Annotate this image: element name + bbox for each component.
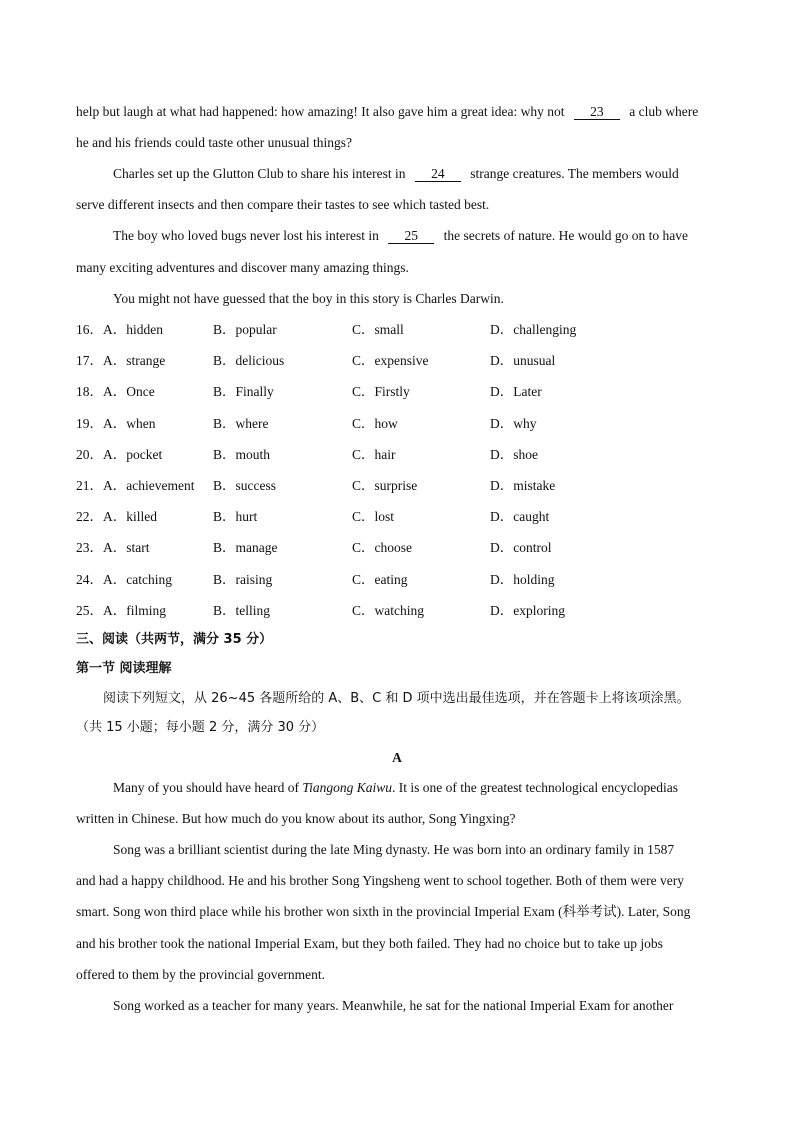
question-number: 25． (76, 603, 103, 618)
option-b: B．manage (213, 540, 278, 555)
option-c: C．choose (352, 540, 412, 555)
option-b: B．success (213, 478, 276, 493)
option-c: C．small (352, 322, 404, 337)
text-span: Many of you should have heard of (113, 780, 299, 795)
option-a: A．filming (103, 603, 166, 618)
question-number: 17． (76, 353, 103, 368)
option-c: C．expensive (352, 353, 429, 368)
option-b: B．where (213, 416, 269, 431)
passage-line: many exciting adventures and discover many amazing things. (76, 260, 409, 275)
passage-line: and his brother took the national Imperial Exam, but they both failed. They had no choice but to take up jobs (76, 936, 663, 951)
option-b: B．mouth (213, 447, 271, 462)
question-number: 16． (76, 322, 103, 337)
passage-line: smart. Song won third place while his brother won sixth in the provincial Imperial Exam (科举考试). Later, Song (76, 904, 691, 919)
option-d: D．why (490, 416, 537, 431)
instruction-line: （共 15 小题；每小题 2 分，满分 30 分） (76, 720, 325, 735)
option-b: B．raising (213, 572, 273, 587)
option-b: B．delicious (213, 353, 285, 368)
question-number: 18． (76, 384, 103, 399)
option-c: C．eating (352, 572, 408, 587)
question-number: 23． (76, 540, 103, 555)
question-row (76, 570, 718, 590)
option-b: B．hurt (213, 509, 258, 524)
option-b: B．telling (213, 603, 270, 618)
blank-24: 24 (415, 167, 461, 182)
instruction-line: 阅读下列短文，从 26~45 各题所给的 A、B、C 和 D 项中选出最佳选项，并在答题卡上将该项涂黑。 (103, 691, 690, 706)
text-span: strange creatures. The members would (470, 166, 679, 181)
question-number: 21． (76, 478, 103, 493)
text-span: Charles set up the Glutton Club to share his interest in (113, 166, 406, 181)
question-number: 20． (76, 447, 103, 462)
option-c: C．hair (352, 447, 396, 462)
option-a: A．catching (103, 572, 172, 587)
option-d: D．control (490, 540, 552, 555)
option-d: D．holding (490, 572, 555, 587)
option-b: B．popular (213, 322, 277, 337)
option-a: A．pocket (103, 447, 163, 462)
book-title: Tiangong Kaiwu (302, 780, 392, 795)
option-b: B．Finally (213, 384, 274, 399)
passage-line: offered to them by the provincial government. (76, 967, 326, 982)
question-row (76, 351, 718, 371)
passage-line: and had a happy childhood. He and his brother Song Yingsheng went to school together. Both of them were very (76, 873, 685, 888)
passage-line: he and his friends could taste other unusual things? (76, 135, 352, 150)
text-span: The boy who loved bugs never lost his interest in (113, 228, 379, 243)
text-span: the secrets of nature. He would go on to have (443, 228, 689, 243)
option-a: A．Once (103, 384, 155, 399)
question-row (76, 414, 718, 434)
option-c: C．how (352, 416, 398, 431)
question-number: 24． (76, 572, 103, 587)
question-row (76, 538, 718, 558)
passage-line (76, 226, 718, 246)
passage-line (76, 102, 718, 122)
passage-line: Song was a brilliant scientist during the late Ming dynasty. He was born into an ordinary family in 1587 (113, 842, 675, 857)
question-number: 22． (76, 509, 103, 524)
option-d: D．challenging (490, 322, 577, 337)
question-number: 19． (76, 416, 103, 431)
option-a: A．strange (103, 353, 166, 368)
passage-line: serve different insects and then compare their tastes to see which tasted best. (76, 197, 490, 212)
option-a: A．killed (103, 509, 157, 524)
passage-line: You might not have guessed that the boy in this story is Charles Darwin. (113, 291, 504, 306)
option-c: C．watching (352, 603, 424, 618)
question-row (76, 445, 718, 465)
passage-line: Song worked as a teacher for many years. Meanwhile, he sat for the national Imperial Exam for another (113, 998, 674, 1013)
question-row (76, 382, 718, 402)
option-d: D．exploring (490, 603, 565, 618)
section-title: 三、阅读（共两节，满分 35 分） (76, 632, 273, 647)
option-d: D．caught (490, 509, 550, 524)
option-d: D．unusual (490, 353, 556, 368)
option-a: A．when (103, 416, 156, 431)
question-row (76, 320, 718, 340)
text-span: . It is one of the greatest technological encyclopedias (392, 780, 679, 795)
option-d: D．shoe (490, 447, 538, 462)
option-a: A．start (103, 540, 150, 555)
option-c: C．lost (352, 509, 395, 524)
text-span: a club where (629, 104, 699, 119)
question-row (76, 507, 718, 527)
option-d: D．Later (490, 384, 542, 399)
option-a: A．achievement (103, 478, 195, 493)
option-c: C．Firstly (352, 384, 410, 399)
subsection-title: 第一节 阅读理解 (76, 661, 172, 676)
option-c: C．surprise (352, 478, 418, 493)
blank-23: 23 (574, 105, 620, 120)
text-span: help but laugh at what had happened: how amazing! It also gave him a great idea: why not (76, 104, 565, 119)
blank-25: 25 (388, 229, 434, 244)
option-a: A．hidden (103, 322, 163, 337)
passage-line (76, 778, 718, 798)
question-row (76, 601, 718, 621)
question-row (76, 476, 718, 496)
passage-line: written in Chinese. But how much do you know about its author, Song Yingxing? (76, 811, 516, 826)
passage-label: A (392, 750, 402, 765)
passage-line (76, 164, 718, 184)
option-d: D．mistake (490, 478, 556, 493)
